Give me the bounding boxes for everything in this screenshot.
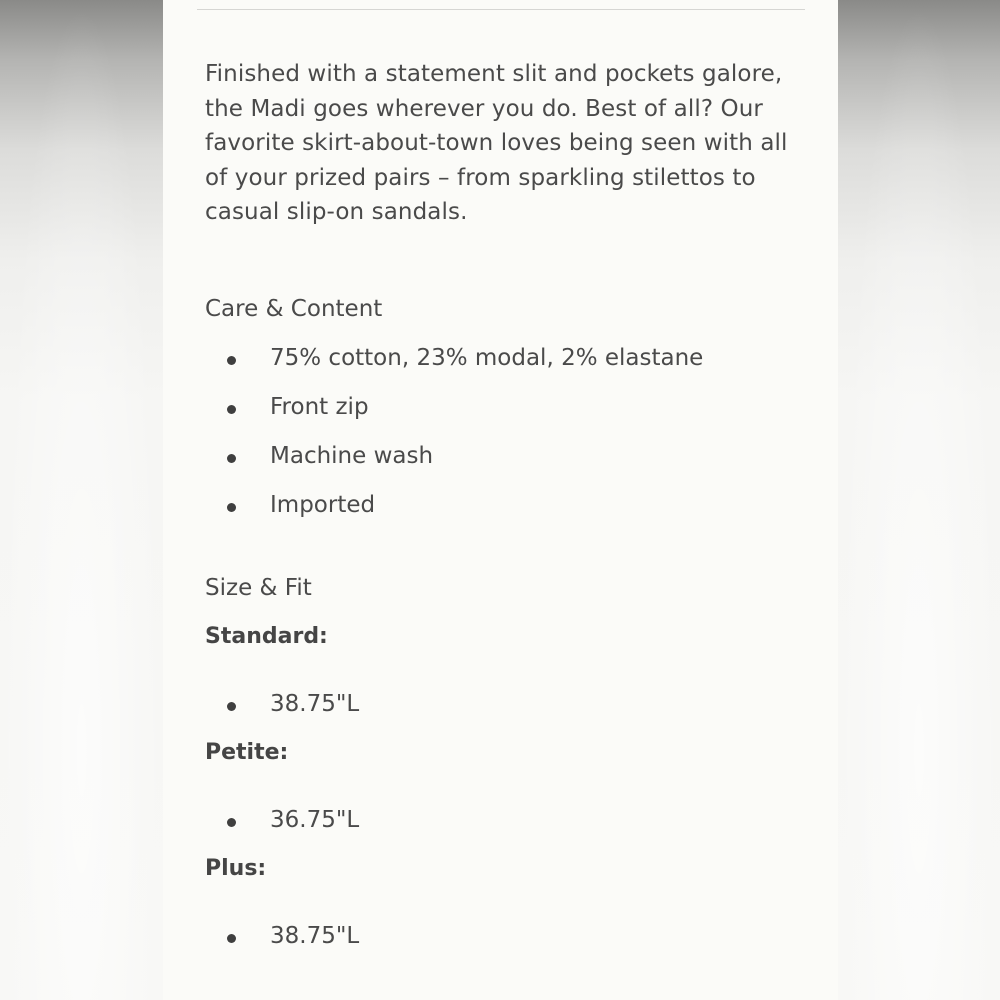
product-description: Finished with a statement slit and pockets galore, the Madi goes wherever you do. Best of all? Our favorite skirt-about-town loves being seen with all of your prized pairs – from sparkling stilettos to casual slip-on sandals.	[205, 61, 788, 225]
care-item-text: Machine wash	[270, 443, 434, 469]
size-item-standard	[205, 691, 505, 721]
care-item-text: Front zip	[270, 394, 369, 420]
bullet-icon	[227, 503, 236, 512]
bullet-icon	[227, 702, 236, 711]
size-label-petite: Petite:	[205, 740, 289, 765]
size-item-petite	[205, 807, 505, 837]
care-item-text: Imported	[270, 492, 376, 518]
care-item-text: 75% cotton, 23% modal, 2% elastane	[270, 345, 704, 371]
background-left	[0, 0, 163, 1000]
size-value: 38.75"L	[270, 691, 360, 717]
size-fit-heading: Size & Fit	[205, 575, 312, 601]
bullet-icon	[227, 934, 236, 943]
size-label-plus: Plus:	[205, 856, 267, 881]
bullet-icon	[227, 818, 236, 827]
background-right	[838, 0, 1000, 1000]
bullet-icon	[227, 356, 236, 365]
care-content-heading: Care & Content	[205, 296, 383, 322]
size-value: 36.75"L	[270, 807, 360, 833]
size-label-standard: Standard:	[205, 624, 328, 649]
product-details-panel	[163, 0, 838, 1000]
size-value: 38.75"L	[270, 923, 360, 949]
divider	[197, 9, 805, 10]
size-item-plus	[205, 923, 505, 953]
bullet-icon	[227, 454, 236, 463]
bullet-icon	[227, 405, 236, 414]
